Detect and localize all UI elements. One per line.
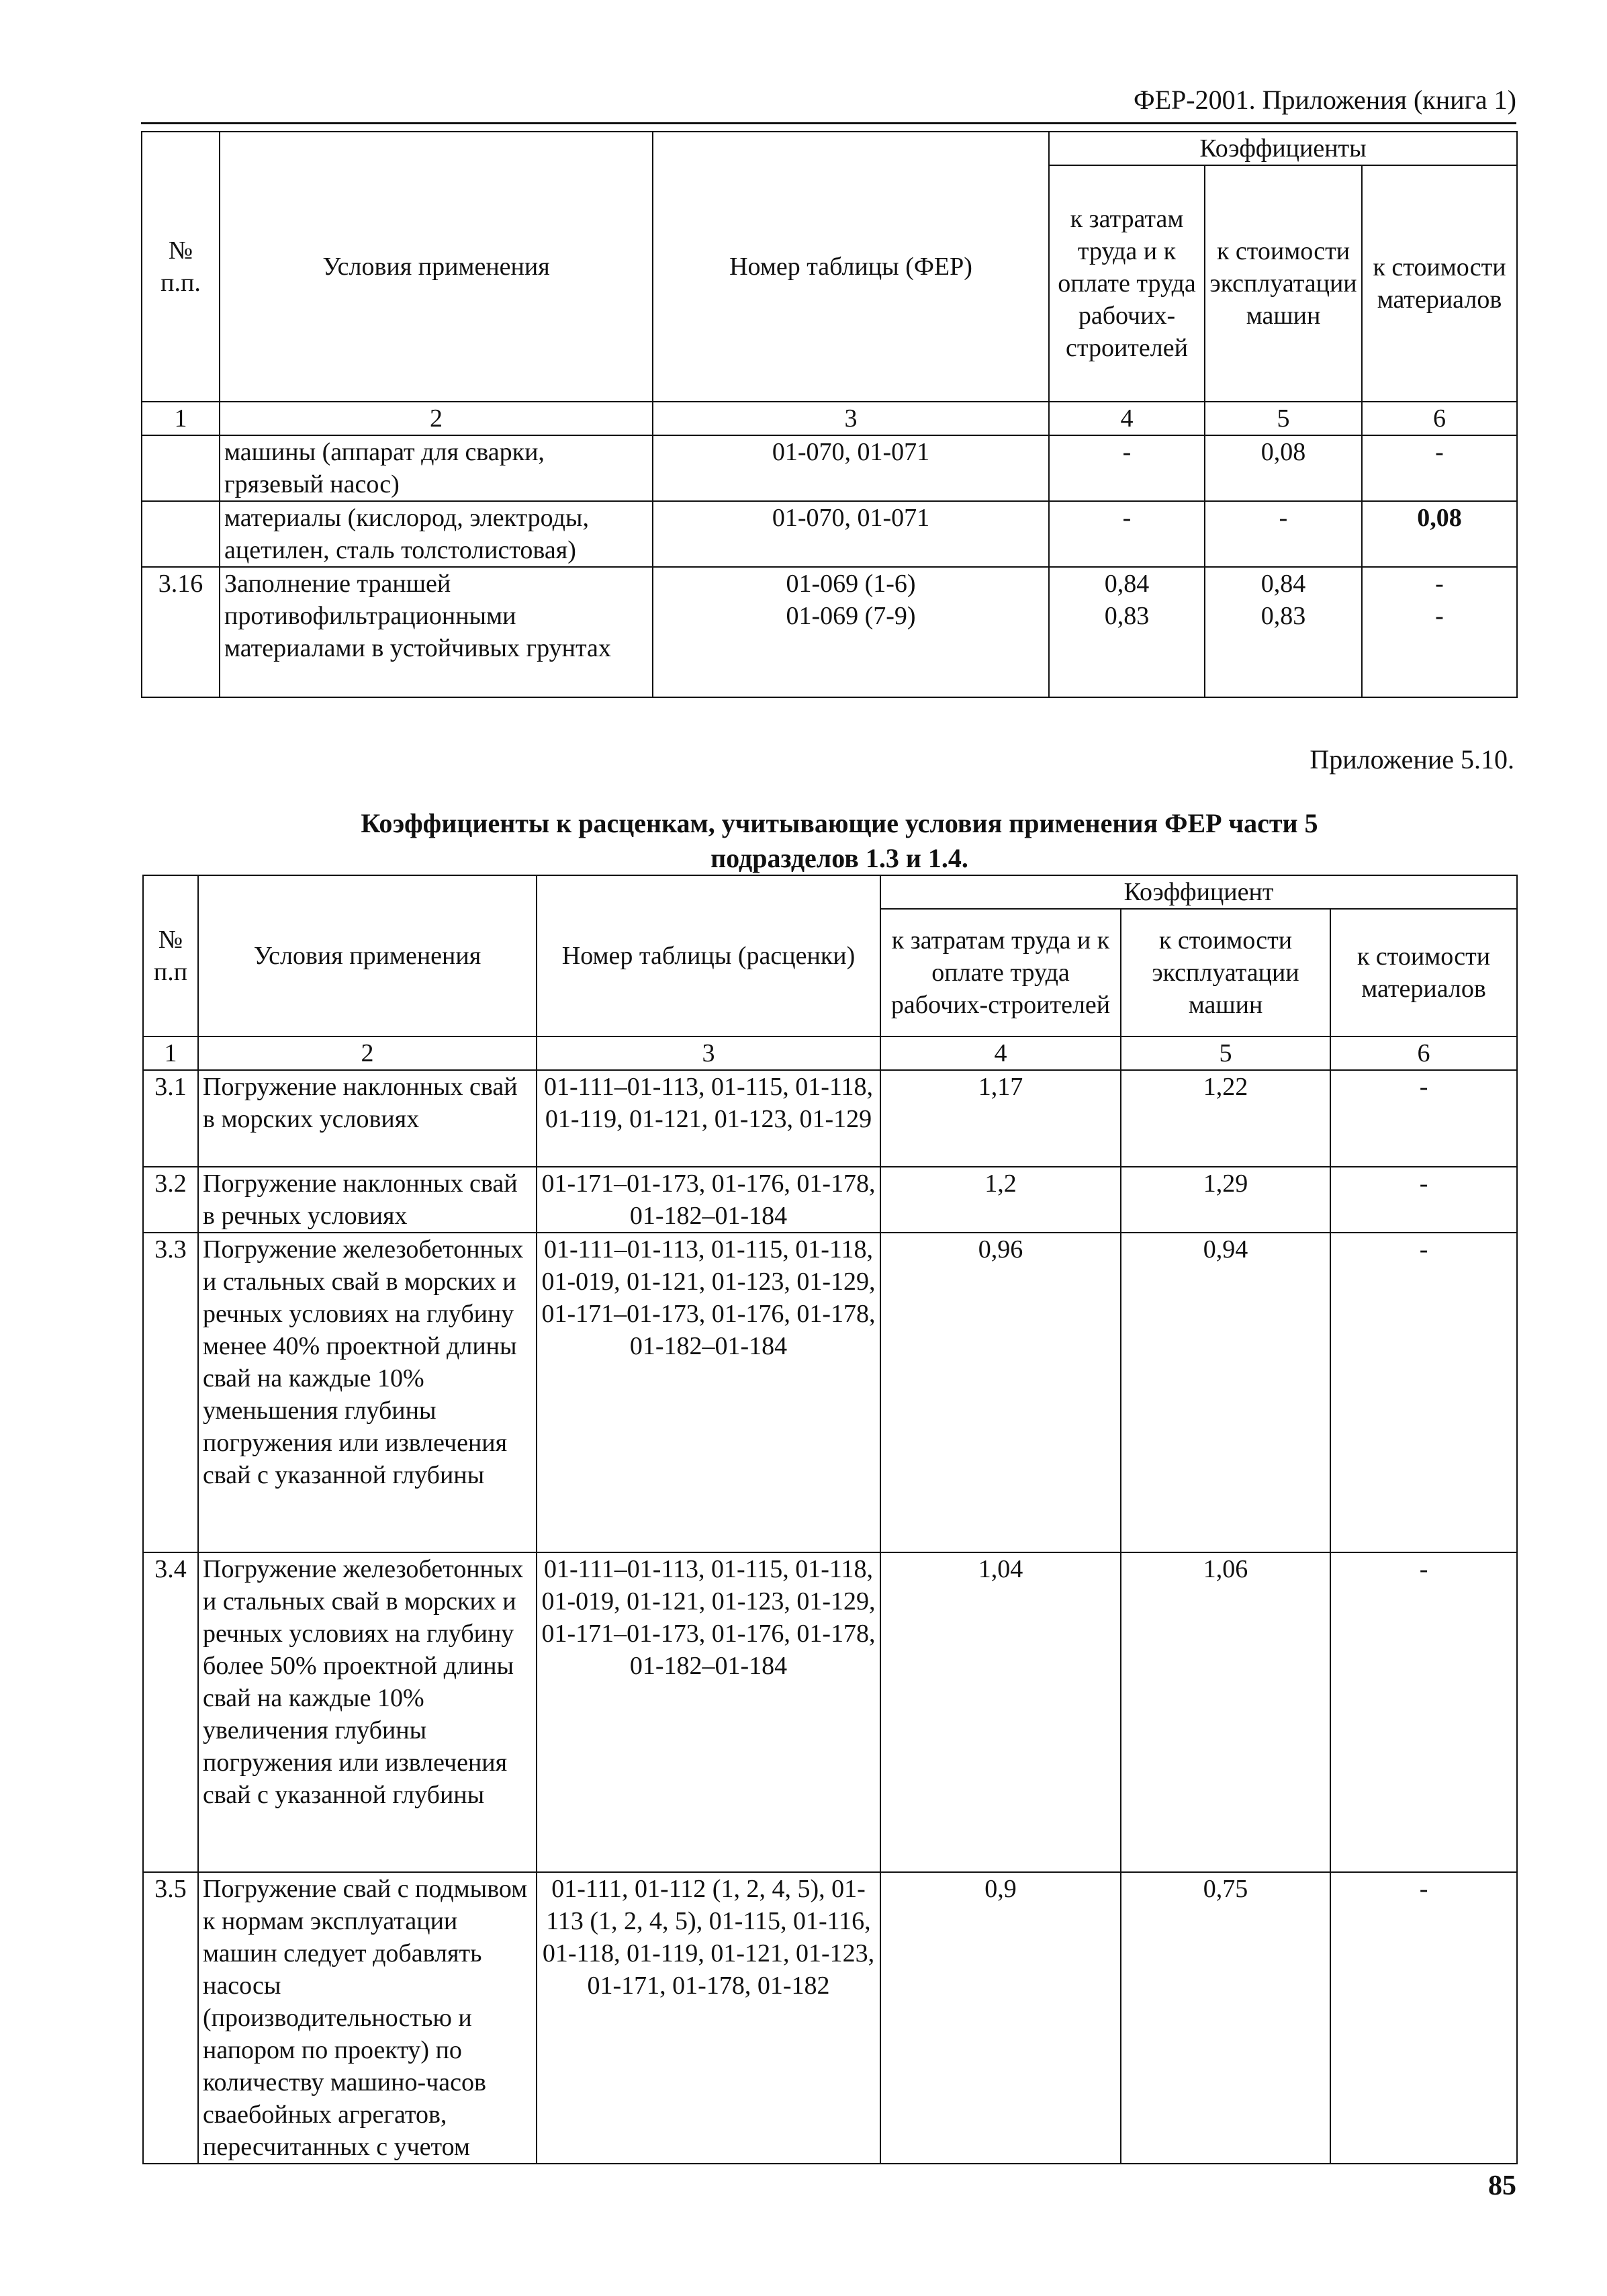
col-number: 2 [198, 1036, 537, 1070]
row-labor: 1,17 [880, 1070, 1121, 1167]
row-labor: 0,9 [880, 1872, 1121, 2164]
row-materials: - [1330, 1872, 1517, 2164]
row-materials: - [1362, 435, 1517, 501]
row-labor: - [1049, 435, 1205, 501]
header-materials: к стоимости материалов [1362, 165, 1517, 402]
table-row [142, 567, 1517, 697]
row-machines: 0,84 0,83 [1205, 567, 1362, 697]
row-conditions: Погружение железобетонных и стальных свай в морских и речных условиях на глубину более 50% проектной длины свай на каждые 10% увеличения глубины погружения или извлечения свай с указанной глубины [198, 1552, 537, 1872]
header-labor: к затратам труда и к оплате труда рабочих-строителей [1049, 165, 1205, 402]
col-number: 1 [143, 1036, 198, 1070]
row-machines: 1,06 [1121, 1552, 1330, 1872]
row-materials: - [1330, 1552, 1517, 1872]
row-num [142, 501, 220, 567]
row-materials: - [1330, 1233, 1517, 1552]
running-header: ФЕР-2001. Приложения (книга 1) [141, 81, 1516, 124]
header-coefficient-group: Коэффициент [880, 875, 1517, 909]
row-table-number: 01-171–01-173, 01-176, 01-178, 01-182–01-184 [537, 1167, 880, 1233]
row-table-number: 01-111–01-113, 01-115, 01-118, 01-119, 01-121, 01-123, 01-129 [537, 1070, 880, 1167]
row-table-number: 01-069 (1-6) 01-069 (7-9) [653, 567, 1049, 697]
coefficients-table-continued [141, 131, 1518, 698]
col-number: 1 [142, 402, 220, 435]
col-number: 4 [880, 1036, 1121, 1070]
header-conditions: Условия применения [198, 875, 537, 1036]
row-materials: - [1330, 1167, 1517, 1233]
row-machines: 0,94 [1121, 1233, 1330, 1552]
row-table-number: 01-111, 01-112 (1, 2, 4, 5), 01-113 (1, 2, 4, 5), 01-115, 01-116, 01-118, 01-119, 01-121, 01-123, 01-171, 01-178, 01-182 [537, 1872, 880, 2164]
row-labor: 0,96 [880, 1233, 1121, 1552]
row-table-number: 01-111–01-113, 01-115, 01-118, 01-019, 01-121, 01-123, 01-129, 01-171–01-173, 01-176, 01-178, 01-182–01-184 [537, 1233, 880, 1552]
row-num: 3.16 [142, 567, 220, 697]
header-num: № п.п. [142, 132, 220, 402]
row-table-number: 01-070, 01-071 [653, 501, 1049, 567]
row-materials: 0,08 [1362, 501, 1517, 567]
row-labor: - [1049, 501, 1205, 567]
col-number: 4 [1049, 402, 1205, 435]
appendix-label: Приложение 5.10. [1310, 744, 1514, 775]
row-conditions: машины (аппарат для сварки, грязевый насос) [220, 435, 653, 501]
row-num: 3.2 [143, 1167, 198, 1233]
col-number: 3 [537, 1036, 880, 1070]
table-row [143, 1233, 1517, 1552]
row-labor: 0,84 0,83 [1049, 567, 1205, 697]
col-number: 5 [1121, 1036, 1330, 1070]
row-labor: 1,2 [880, 1167, 1121, 1233]
row-conditions: Погружение железобетонных и стальных свай в морских и речных условиях на глубину менее 40% проектной длины свай на каждые 10% уменьшения глубины погружения или извлечения свай с указанной глубины [198, 1233, 537, 1552]
row-num: 3.5 [143, 1872, 198, 2164]
row-labor: 1,04 [880, 1552, 1121, 1872]
header-materials: к стоимости материалов [1330, 909, 1517, 1036]
col-number: 2 [220, 402, 653, 435]
header-labor: к затратам труда и к оплате труда рабочих-строителей [880, 909, 1121, 1036]
row-materials: - [1330, 1070, 1517, 1167]
col-number: 5 [1205, 402, 1362, 435]
row-conditions: Погружение наклонных свай в речных условиях [198, 1167, 537, 1233]
table-row [143, 1872, 1517, 2164]
header-conditions: Условия применения [220, 132, 653, 402]
row-num [142, 435, 220, 501]
table-row [142, 501, 1517, 567]
row-machines: - [1205, 501, 1362, 567]
row-conditions: Заполнение траншей противофильтрационными материалами в устойчивых грунтах [220, 567, 653, 697]
col-number: 6 [1362, 402, 1517, 435]
table-row [142, 435, 1517, 501]
page-number: 85 [1488, 2170, 1516, 2201]
section-title [295, 806, 1383, 876]
row-num: 3.3 [143, 1233, 198, 1552]
row-materials: - - [1362, 567, 1517, 697]
table-row [143, 1070, 1517, 1167]
row-machines: 0,75 [1121, 1872, 1330, 2164]
title-line: подразделов 1.3 и 1.4. [710, 843, 968, 873]
header-num: № п.п [143, 875, 198, 1036]
table-row [143, 1167, 1517, 1233]
header-machines: к стоимости эксплуатации машин [1121, 909, 1330, 1036]
col-number: 6 [1330, 1036, 1517, 1070]
row-machines: 1,29 [1121, 1167, 1330, 1233]
table-row [143, 1552, 1517, 1872]
row-table-number: 01-070, 01-071 [653, 435, 1049, 501]
row-conditions: материалы (кислород, электроды, ацетилен, сталь толстолистовая) [220, 501, 653, 567]
title-line: Коэффициенты к расценкам, учитывающие условия применения ФЕР части 5 [361, 808, 1318, 838]
header-machines: к стоимости эксплуатации машин [1205, 165, 1362, 402]
header-table-number: Номер таблицы (ФЕР) [653, 132, 1049, 402]
coefficients-table [142, 875, 1518, 2164]
col-number: 3 [653, 402, 1049, 435]
header-table-number: Номер таблицы (расценки) [537, 875, 880, 1036]
row-conditions: Погружение свай с подмывом к нормам эксплуатации машин следует добавлять насосы (производительностью и напором по проекту) по количеству машино-часов сваебойных агрегатов, пересчитанных с учетом [198, 1872, 537, 2164]
header-coefficients-group: Коэффициенты [1049, 132, 1517, 165]
row-table-number: 01-111–01-113, 01-115, 01-118, 01-019, 01-121, 01-123, 01-129, 01-171–01-173, 01-176, 01-178, 01-182–01-184 [537, 1552, 880, 1872]
row-num: 3.4 [143, 1552, 198, 1872]
row-machines: 1,22 [1121, 1070, 1330, 1167]
row-conditions: Погружение наклонных свай в морских условиях [198, 1070, 537, 1167]
row-machines: 0,08 [1205, 435, 1362, 501]
row-num: 3.1 [143, 1070, 198, 1167]
